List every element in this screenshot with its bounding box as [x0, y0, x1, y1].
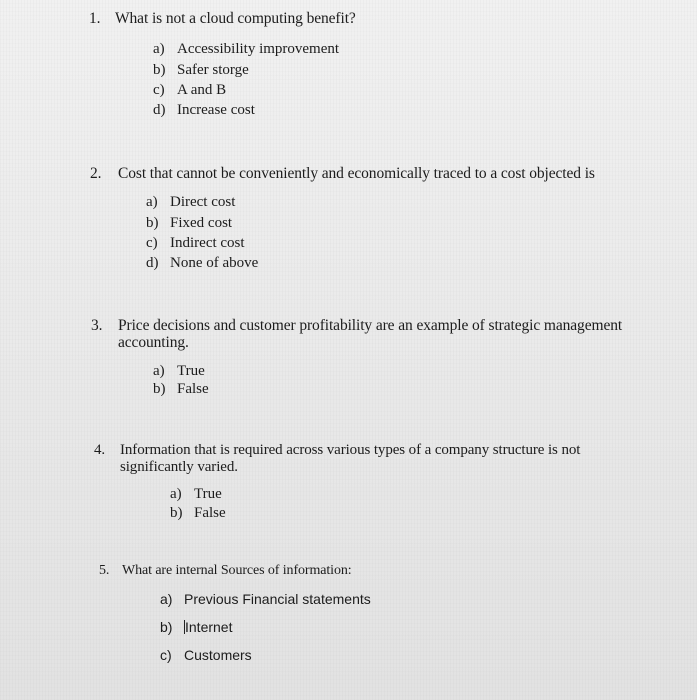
- question-5-option-a: a) Previous Financial statements: [160, 591, 371, 607]
- question-5-option-b: b) Internet: [160, 619, 233, 635]
- question-2-option-d: d) None of above: [146, 255, 259, 271]
- question-2-text: 2. Cost that cannot be conveniently and economically traced to a cost objected is: [90, 165, 595, 182]
- question-1-option-a: a) Accessibility improvement: [153, 41, 340, 57]
- question-1-option-b: b) Safer storge: [153, 62, 249, 78]
- question-3-option-b: b) False: [153, 381, 209, 397]
- question-4-text-line-2: significantly varied.: [120, 459, 238, 475]
- question-2-option-b: b) Fixed cost: [146, 215, 233, 231]
- question-1-text: 1. What is not a cloud computing benefit?: [89, 10, 356, 27]
- question-5-option-c: c) Customers: [160, 647, 252, 663]
- question-2-option-c: c) Indirect cost: [146, 235, 245, 251]
- question-3-option-a: a) True: [153, 363, 205, 379]
- question-2-option-a: a) Direct cost: [146, 194, 236, 210]
- question-3-text-line-2: accounting.: [118, 334, 189, 351]
- question-1-option-c: c) A and B: [153, 82, 227, 98]
- question-4-option-a: a) True: [170, 486, 222, 502]
- question-3-text-line-1: 3. Price decisions and customer profitability are an example of strategic management: [91, 317, 623, 334]
- question-1-option-d: d) Increase cost: [153, 102, 255, 118]
- question-4-text-line-1: 4. Information that is required across various types of a company structure is not: [94, 442, 581, 458]
- question-5-text: 5. What are internal Sources of information:: [99, 563, 352, 578]
- question-4-option-b: b) False: [170, 505, 226, 521]
